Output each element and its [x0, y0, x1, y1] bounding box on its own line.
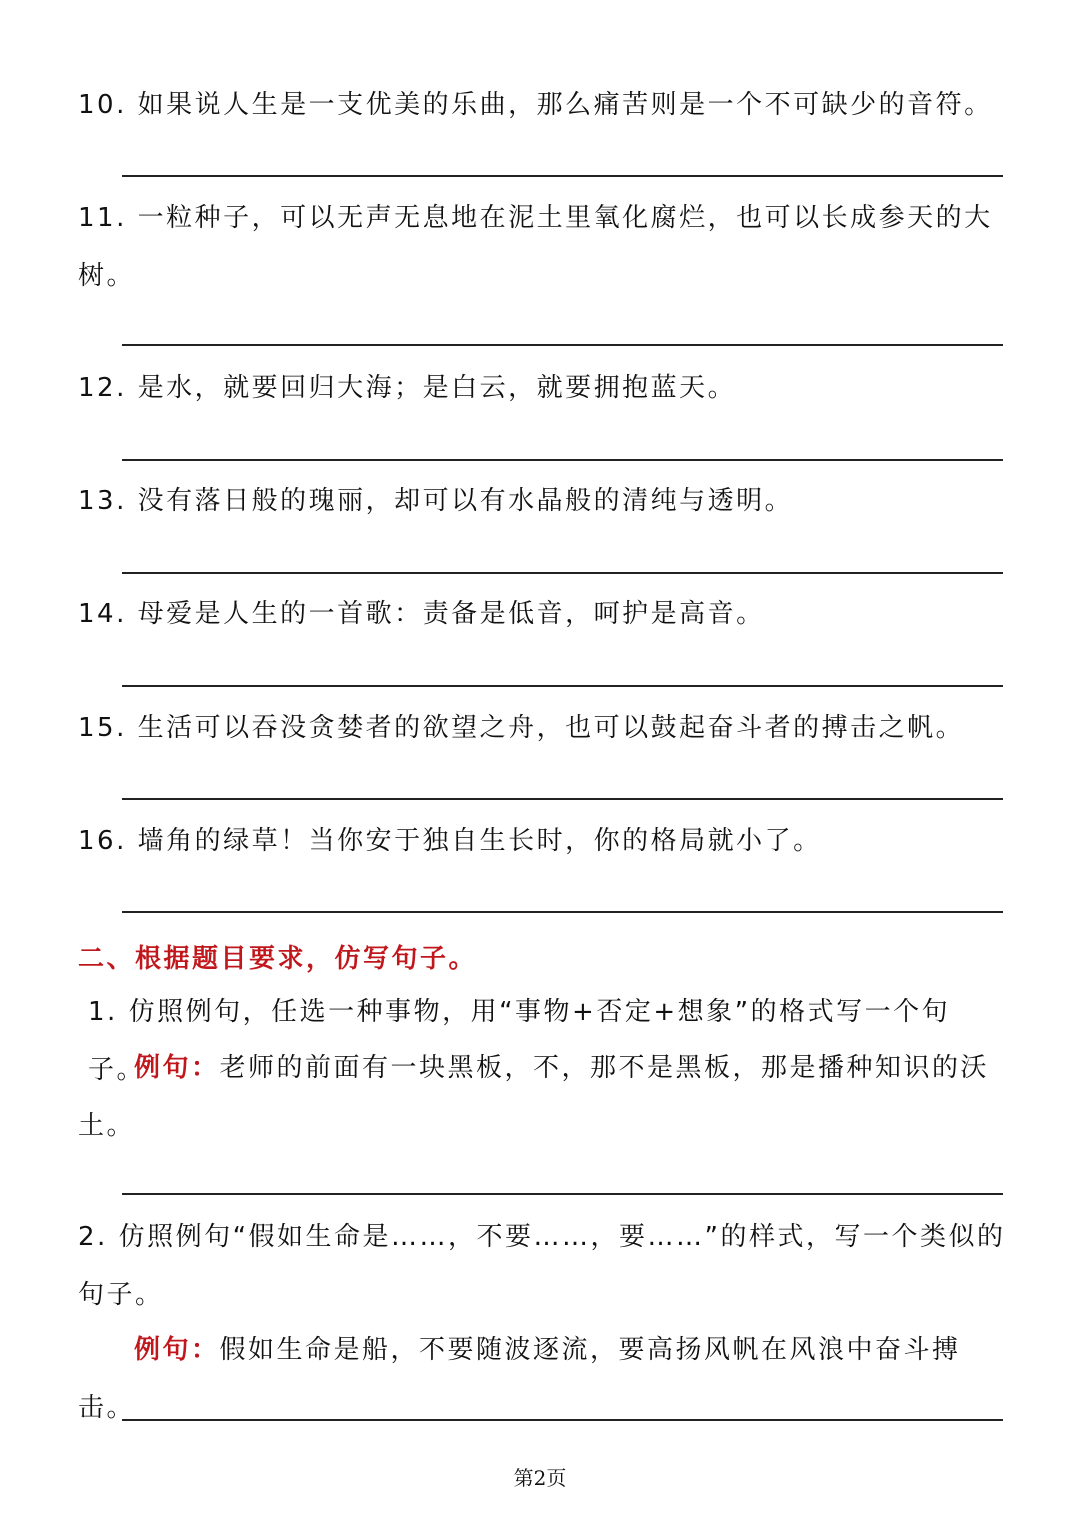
question-16	[78, 812, 1006, 870]
example-sentence-1	[78, 1039, 1006, 1155]
question-14	[78, 585, 1006, 643]
item-text: 仿照例句“假如生命是……，不要……，要……”的样式，写一个类似的句子。	[78, 1222, 1006, 1310]
answer-line[interactable]	[122, 685, 1003, 687]
question-12	[78, 359, 1006, 417]
question-text: 生活可以吞没贪婪者的欲望之舟，也可以鼓起奋斗者的搏击之帆。	[137, 713, 965, 743]
item-number: 2.	[78, 1222, 108, 1252]
answer-line[interactable]	[122, 344, 1003, 346]
answer-line[interactable]	[122, 1419, 1003, 1421]
question-text: 墙角的绿草！当你安于独自生长时，你的格局就小了。	[137, 826, 822, 856]
question-15	[78, 699, 1006, 757]
example-label: 例句：	[134, 1335, 220, 1365]
question-number: 10.	[78, 90, 127, 120]
question-11	[78, 189, 1006, 305]
question-number: 15.	[78, 713, 127, 743]
question-text: 母爱是人生的一首歌：责备是低音，呵护是高音。	[137, 599, 765, 629]
example-label: 例句：	[134, 1053, 220, 1083]
answer-line[interactable]	[122, 572, 1003, 574]
item-number: 1.	[88, 997, 118, 1027]
answer-line[interactable]	[122, 911, 1003, 913]
question-13	[78, 472, 1006, 530]
question-number: 14.	[78, 599, 127, 629]
question-number: 16.	[78, 826, 127, 856]
answer-line[interactable]	[122, 175, 1003, 177]
question-text: 如果说人生是一支优美的乐曲，那么痛苦则是一个不可缺少的音符。	[137, 90, 993, 120]
answer-line[interactable]	[122, 798, 1003, 800]
question-10	[78, 76, 1006, 134]
question-text: 一粒种子，可以无声无息地在泥土里氧化腐烂，也可以长成参天的大树。	[78, 203, 993, 291]
item-text: 仿照例句，任选一种事物，用“事物+否定+想象”的格式写一个句子。	[88, 997, 951, 1085]
question-text: 没有落日般的瑰丽，却可以有水晶般的清纯与透明。	[137, 486, 794, 516]
answer-line[interactable]	[122, 1193, 1003, 1195]
answer-line[interactable]	[122, 459, 1003, 461]
question-number: 13.	[78, 486, 127, 516]
page-number: 第2页	[513, 1466, 567, 1490]
section2-item-2	[78, 1208, 1006, 1324]
question-number: 12.	[78, 373, 127, 403]
section-title: 二、根据题目要求，仿写句子。	[78, 944, 478, 974]
example-text: 老师的前面有一块黑板，不，那不是黑板，那是播种知识的沃土。	[78, 1053, 990, 1141]
question-number: 11.	[78, 203, 127, 233]
question-text: 是水，就要回归大海；是白云，就要拥抱蓝天。	[137, 373, 737, 403]
example-text: 假如生命是船，不要随波逐流，要高扬风帆在风浪中奋斗搏击。	[78, 1335, 961, 1423]
